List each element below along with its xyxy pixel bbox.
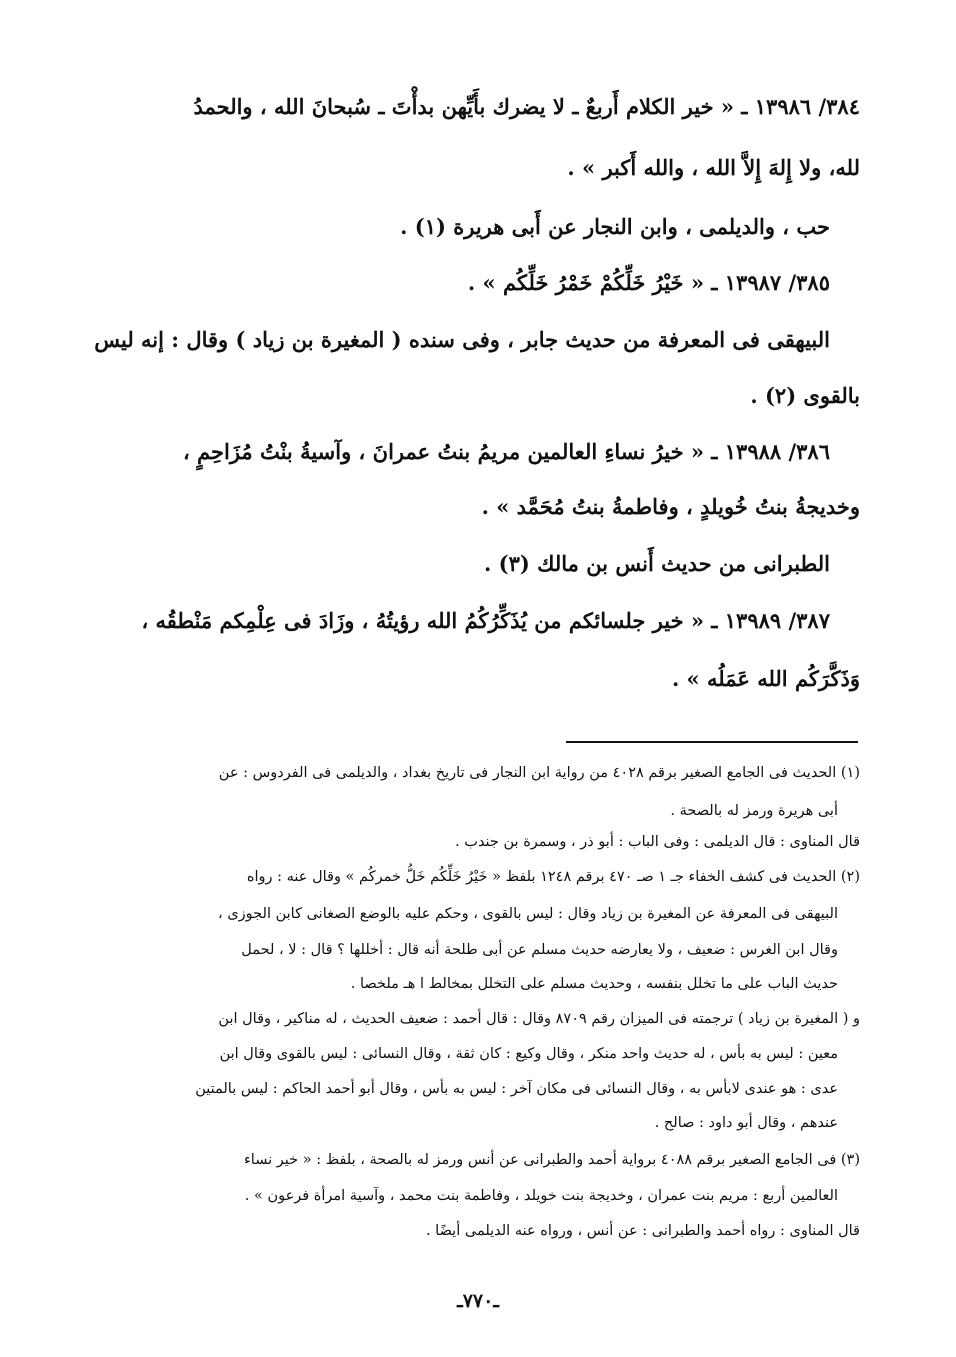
- footnote-2-line-8: عندهم ، وقال أبو داود : صالح .: [654, 1115, 838, 1131]
- page-number: ـ٧٧٠ـ: [457, 1290, 499, 1312]
- footnote-2-line-3: وقال ابن الغرس : ضعيف ، ولا يعارضه حديث مسلم عن أبى طلحة أنه قال : أخللها ؟ قال : لا ، لحمل: [241, 942, 838, 958]
- footnote-2-line-5: و ( المغيرة بن زياد ) ترجمته فى الميزان رقم ٨٧٠٩ وقال : قال أحمد : ضعيف الحديث ، له مناكير ، وقال ابن: [218, 1011, 860, 1027]
- hadith-385-line: ٣٨٥/ ١٣٩٨٧ ـ « خَيْرُ خَلِّكُمْ خَمْرُ خَلِّكُم » .: [467, 270, 830, 295]
- hadith-384-line-2: لله، ولا إِلهَ إِلاَّ الله ، والله أَكبر » .: [567, 155, 860, 180]
- footnote-1-line-3: قال المناوى : قال الديلمى : وفى الباب : أبو ذر ، وسمرة بن جندب .: [455, 834, 860, 850]
- footnote-divider: [566, 741, 858, 743]
- hadith-387-line-2: وَذَكَّرَكُم الله عَمَلُه » .: [671, 666, 860, 691]
- hadith-385-source-line-2: بالقوى (٢) .: [750, 383, 860, 408]
- hadith-384-source: حب ، والديلمى ، وابن النجار عن أَبى هريرة (١) .: [400, 214, 830, 239]
- footnote-3-line-3: قال المناوى : رواه أحمد والطبرانى : عن أنس ، ورواه عنه الديلمى أيضًا .: [425, 1223, 860, 1239]
- footnote-1-line-1: (١) الحديث فى الجامع الصغير برقم ٤٠٢٨ من رواية ابن النجار فى تاريخ بغداد ، والديلمى فى الفردوس : عن: [218, 765, 860, 781]
- hadith-386-line-2: وخديجةُ بنتُ خُويلدٍ ، وفاطمةُ بنتُ مُحَمَّد » .: [481, 494, 860, 519]
- footnote-2-line-4: حديث الباب على ما تخلل بنفسه ، وحديث مسلم على التخلل بمخالط ا هـ ملخصا .: [350, 976, 838, 992]
- footnote-2-line-1: (٢) الحديث فى كشف الخفاء جـ ١ صـ ٤٧٠ برقم ١٢٤٨ بلفظ « خَيْرُ خَلِّكُم خَلُّ خمركُم » وقال عنه : رواه: [246, 869, 860, 885]
- footnote-2-line-2: البيهقى فى المعرفة عن المغيرة بن زياد وقال : ليس بالقوى ، وحكم عليه بالوضع الصغانى كابن الجوزى ،: [218, 906, 838, 922]
- hadith-386-line-1: ٣٨٦/ ١٣٩٨٨ ـ « خيرُ نساءِ العالمين مريمُ بنتُ عمرانَ ، وآسيةُ بنْتُ مُزَاحِمٍ ،: [182, 439, 830, 464]
- footnote-3-line-1: (٣) فى الجامع الصغير برقم ٤٠٨٨ برواية أحمد والطبرانى عن أنس ورمز له بالصحة ، بلفظ : « خير نساء: [243, 1152, 860, 1168]
- footnote-2-line-7: عدى : هو عندى لابأس به ، وقال النسائى فى مكان آخر : ليس به بأس ، وقال أبو أحمد الحاكم : ليس بالمتين: [195, 1081, 838, 1097]
- footnote-1-line-2: أبى هريرة ورمز له بالصحة .: [670, 803, 838, 819]
- hadith-387-line-1: ٣٨٧/ ١٣٩٨٩ ـ « خير جلسائكم من يُذَكِّرُكُمُ الله رؤيتُهُ ، وزَادَ فى عِلْمِكم مَنْطقُه ،: [141, 608, 830, 633]
- footnote-3-line-2: العالمين أربع : مريم بنت عمران ، وخديجة بنت خويلد ، وفاطمة بنت محمد ، وآسية امرأة فرعون » .: [244, 1188, 838, 1204]
- hadith-384-line-1: ٣٨٤/ ١٣٩٨٦ ـ « خير الكلام أَربعٌ ـ لا يضرك بأَيِّهن بدأْتَ ـ سُبحانَ الله ، والحمدُ: [193, 94, 860, 119]
- hadith-386-source: الطبرانى من حديث أَنس بن مالك (٣) .: [484, 551, 830, 576]
- footnote-2-line-6: معين : ليس به بأس ، له حديث واحد منكر ، وقال وكيع : كان ثقة ، وقال النسائى : ليس بالقوى وقال ابن: [219, 1046, 838, 1062]
- hadith-385-source-line-1: البيهقى فى المعرفة من حديث جابر ، وفى سنده ( المغيرة بن زياد ) وقال : إنه ليس: [94, 327, 830, 352]
